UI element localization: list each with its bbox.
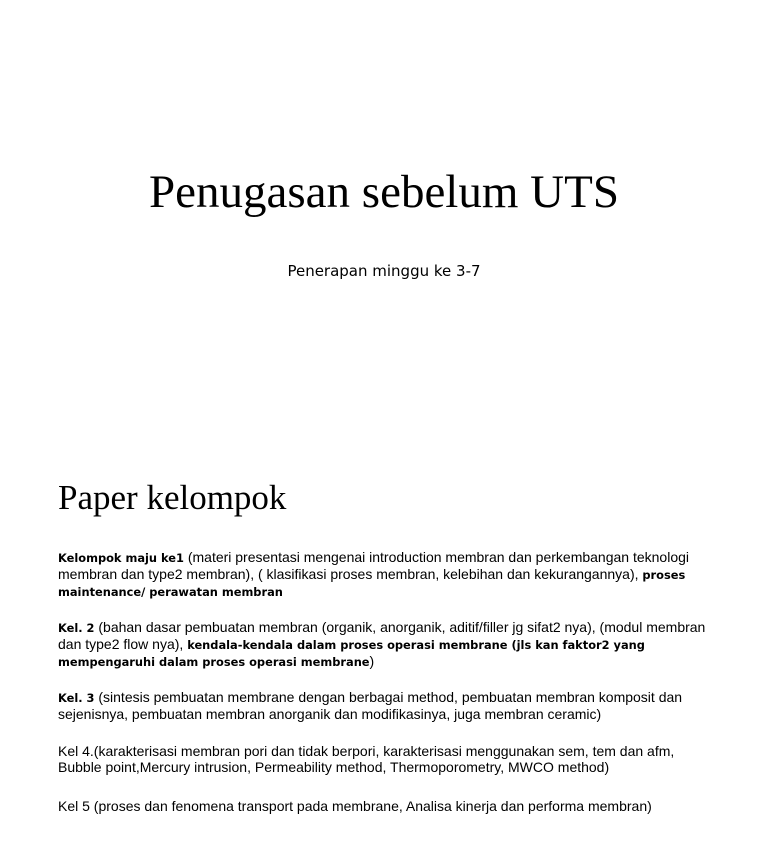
- group-item-1: [58, 549, 718, 600]
- group-topics: (sintesis pembuatan membrane dengan berbagai method, pembuatan membran komposit dan sejenisnya, pembuatan membran anorganik dan modifikasinya, juga membran ceramic): [58, 689, 683, 722]
- slide-title: Penugasan sebelum UTS: [149, 166, 619, 218]
- group-topics-emphasis: proses maintenance/ perawatan membran: [58, 568, 686, 599]
- group-item-2: [58, 619, 718, 670]
- group-topics-tail: ): [369, 653, 375, 669]
- group-topics: Kel 4.(karakterisasi membran pori dan tidak berpori, karakterisasi menggunakan sem, tem dan afm, Bubble point,Mercury intrusion, Permeability method, Thermoporometry, MWCO method): [58, 743, 675, 775]
- group-topics: Kel 5 (proses dan fenomena transport pada membrane, Analisa kinerja dan performa membran): [58, 798, 652, 814]
- group-topics: (materi presentasi mengenai introduction membran dan perkembangan teknologi membran dan type2 membran), ( klasifikasi proses membran, kelebihan dan kekurangannya),: [58, 549, 690, 582]
- slide-subtitle: Penerapan minggu ke 3-7: [287, 262, 481, 280]
- group-item-4: [58, 743, 718, 775]
- group-item-3: [58, 689, 718, 722]
- group-item-5: [58, 798, 718, 814]
- group-label: Kel. 2: [58, 621, 95, 635]
- group-label: Kel. 3: [58, 691, 95, 705]
- group-topics-emphasis: kendala-kendala dalam proses operasi membrane (jls kan faktor2 yang mempengaruhi dalam proses operasi membrane: [58, 638, 645, 669]
- group-label: Kelompok maju ke1: [58, 551, 184, 565]
- group-topics: (bahan dasar pembuatan membran (organik, anorganik, aditif/filler jg sifat2 nya), (modul membran dan type2 flow nya),: [58, 619, 706, 652]
- section-title: Paper kelompok: [58, 478, 287, 517]
